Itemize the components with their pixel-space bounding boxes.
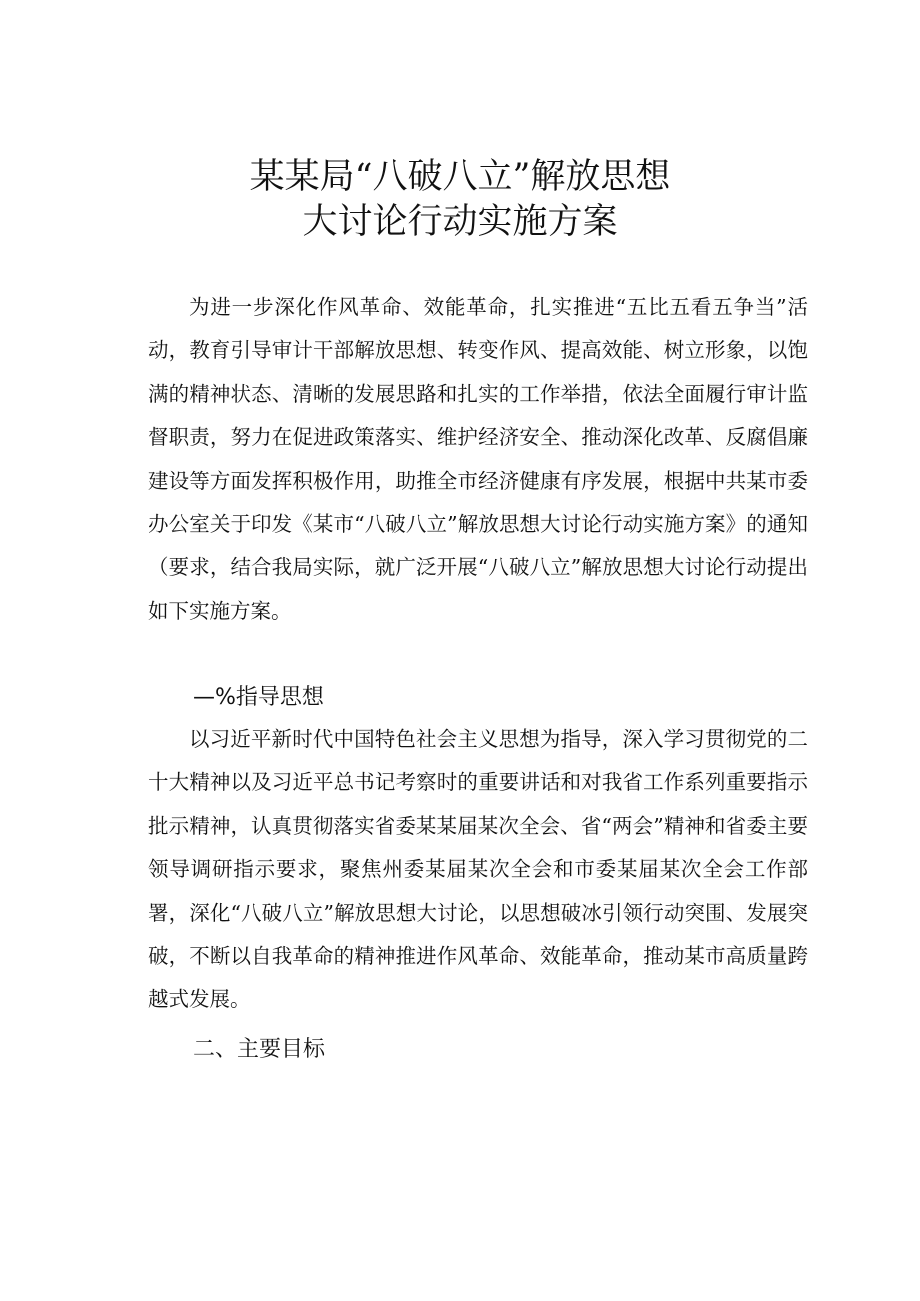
- section-heading-main-goals: 二、主要目标: [193, 1037, 326, 1062]
- intro-paragraph: 为进一步深化作风革命、效能革命，扎实推进“五比五看五争当”活动，教育引导审计干部解放思想、转变作风、提高效能、树立形象，以饱满的精神状态、清晰的发展思路和扎实的工作举措，依法全面履行审计监督职责，努力在促进政策落实、维护经济安全、推动深化改革、反腐倡廉建设等方面发挥积极作用，助推全市经济健康有序发展，根据中共某市委办公室关于印发《某市“八破八立”解放思想大讨论行动实施方案》的通知（要求，结合我局实际，就广泛开展“八破八立”解放思想大讨论行动提出如下实施方案。: [148, 295, 808, 623]
- section-heading-guiding-ideology: —%指导思想: [193, 685, 324, 710]
- document-title-line-2: 大讨论行动实施方案: [302, 202, 618, 242]
- guiding-ideology-paragraph: 以习近平新时代中国特色社会主义思想为指导，深入学习贯彻党的二十大精神以及习近平总书记考察时的重要讲话和对我省工作系列重要指示批示精神，认真贯彻落实省委某某届某次全会、省“两会”精神和省委主要领导调研指示要求，聚焦州委某届某次全会和市委某届某次全会工作部署，深化“八破八立”解放思想大讨论，以思想破冰引领行动突围、发展突破，不断以自我革命的精神推进作风革命、效能革命，推动某市高质量跨越式发展。: [148, 727, 808, 1012]
- document-title-line-1: 某某局“八破八立”解放思想: [249, 157, 671, 197]
